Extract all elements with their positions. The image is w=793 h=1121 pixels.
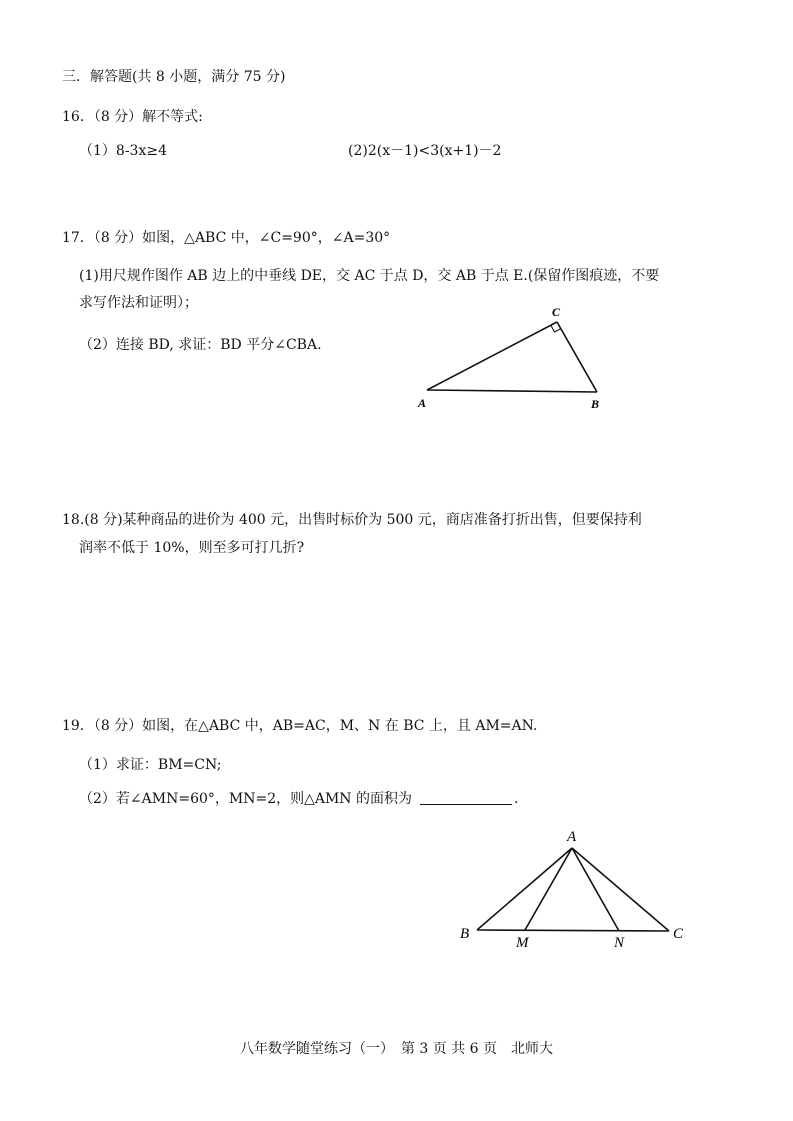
q19-part2-line: [79, 789, 518, 809]
q19-part1: （1）求证：BM=CN;: [79, 757, 222, 773]
q19-side-ab: [477, 848, 572, 930]
q19-segment-an: [572, 848, 619, 931]
page-footer: 八年数学随堂练习（一） 第 3 页 共 6 页 北师大: [239, 1041, 554, 1057]
q19-part2: （2）若∠AMN=60°，MN=2，则△AMN 的面积为: [79, 791, 413, 807]
q17-part2: （2）连接 BD, 求证：BD 平分∠CBA.: [79, 337, 322, 353]
q16-part2: (2)2(x－1)<3(x+1)－2: [348, 143, 502, 159]
q19-part2-end: .: [514, 791, 519, 807]
q19-label-m: M: [516, 935, 529, 951]
q18-line1: 18.(8 分)某种商品的进价为 400 元，出售时标价为 500 元，商店准备打折出售，但要保持利: [62, 512, 642, 528]
q17-label-a: A: [418, 396, 427, 410]
q17-side-cb: [557, 322, 597, 392]
q16-stem: 16．（8 分）解不等式:: [62, 109, 203, 125]
q19-label-n: N: [614, 935, 625, 951]
q19-label-c: C: [673, 926, 684, 942]
q19-stem: 19．（8 分）如图，在△ABC 中，AB=AC，M、N 在 BC 上，且 AM=AN.: [62, 718, 538, 734]
q17-label-b: B: [591, 397, 600, 411]
q19-side-bc: [477, 930, 669, 931]
q16-part1: （1）8-3x≥4: [79, 143, 167, 159]
q19-label-b: B: [460, 926, 470, 942]
answer-blank: [420, 790, 512, 805]
section-heading: 三．解答题(共 8 小题，满分 75 分): [62, 69, 286, 85]
q17-part1-line2: 求写作法和证明）；: [79, 295, 198, 311]
q17-triangle-figure: [410, 300, 620, 415]
q17-label-c: C: [552, 305, 561, 319]
q19-triangle-figure: [455, 820, 695, 960]
q17-stem: 17．（8 分）如图，△ABC 中，∠C=90°，∠A=30°: [62, 230, 391, 246]
q17-part1-line1: (1)用尺规作图作 AB 边上的中垂线 DE，交 AC 于点 D，交 AB 于点 E.(保留作图痕迹，不要: [79, 268, 660, 284]
q19-segment-am: [525, 848, 572, 930]
q19-label-a: A: [567, 829, 577, 845]
q18-line2: 润率不低于 10%，则至多可打几折?: [79, 540, 305, 556]
q19-side-ac: [572, 848, 669, 931]
q17-side-ac: [427, 322, 557, 390]
q17-side-ab: [427, 390, 597, 392]
